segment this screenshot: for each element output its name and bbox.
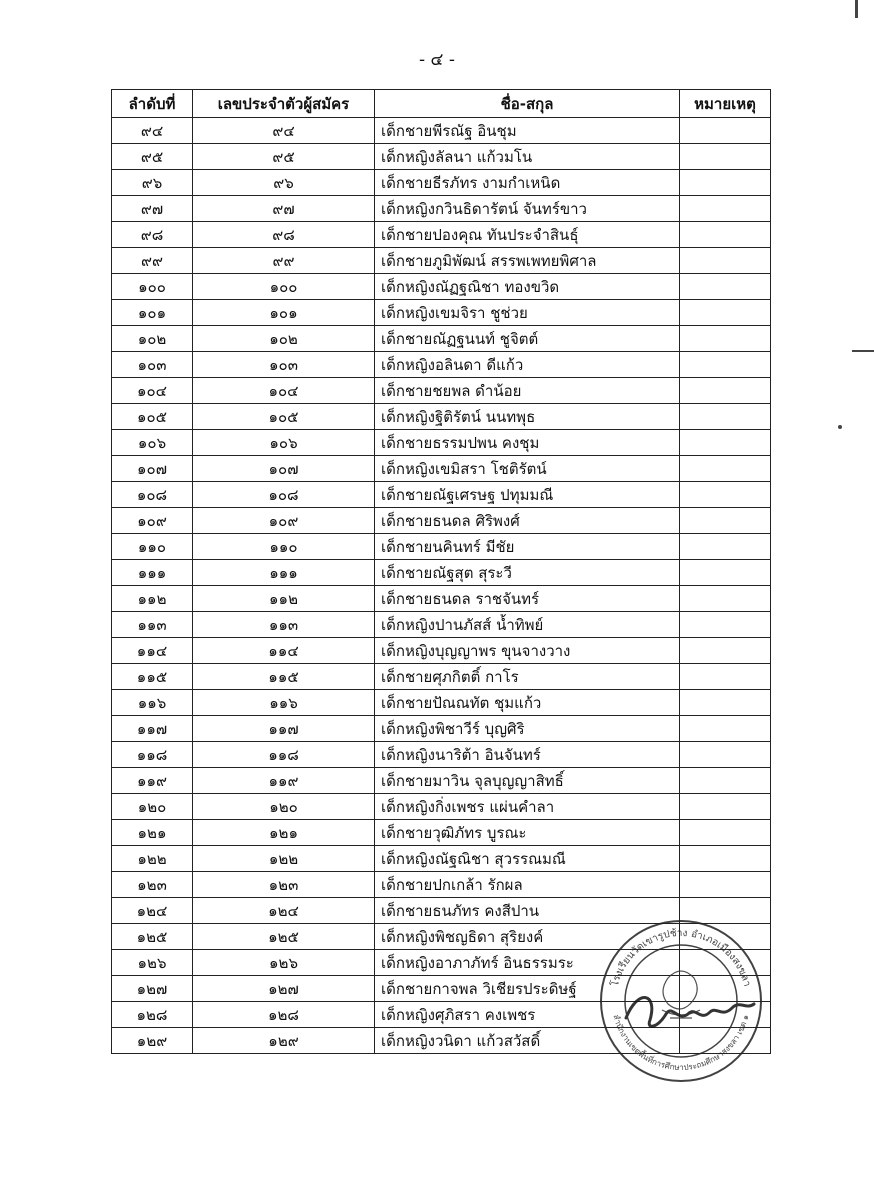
remarks-cell	[680, 118, 771, 144]
order-no-cell: ๑๑๒	[112, 586, 193, 612]
order-no-cell: ๑๐๓	[112, 352, 193, 378]
scan-edge-mark	[855, 0, 858, 18]
order-no-cell: ๑๐๒	[112, 326, 193, 352]
table-row	[112, 144, 771, 170]
full-name-cell: เด็กชายมาวิน จุลบุญญาสิทธิ์	[375, 768, 680, 794]
full-name-cell: เด็กชายณัฏฐนนท์ ชูจิตต์	[375, 326, 680, 352]
table-row	[112, 820, 771, 846]
applicant-id-cell: ๑๒๕	[193, 924, 375, 950]
applicant-id-cell: ๑๑๓	[193, 612, 375, 638]
full-name-cell: เด็กหญิงพิชาวีร์ บุญศิริ	[375, 716, 680, 742]
applicant-id-cell: ๑๑๑	[193, 560, 375, 586]
applicant-id-cell: ๑๐๖	[193, 430, 375, 456]
remarks-cell	[680, 664, 771, 690]
table-row	[112, 118, 771, 144]
remarks-cell	[680, 378, 771, 404]
table-row	[112, 196, 771, 222]
full-name-cell: เด็กชายปัณณทัต ชุมแก้ว	[375, 690, 680, 716]
applicant-id-cell: ๙๗	[193, 196, 375, 222]
applicant-id-cell: ๑๐๙	[193, 508, 375, 534]
order-no-cell: ๑๑๕	[112, 664, 193, 690]
applicant-id-cell: ๙๕	[193, 144, 375, 170]
table-row	[112, 742, 771, 768]
table-row	[112, 612, 771, 638]
full-name-cell: เด็กชายศุภกิตติ์ กาโร	[375, 664, 680, 690]
order-no-cell: ๑๑๙	[112, 768, 193, 794]
remarks-cell	[680, 560, 771, 586]
order-no-cell: ๙๗	[112, 196, 193, 222]
remarks-cell	[680, 768, 771, 794]
table-row	[112, 560, 771, 586]
applicant-id-cell: ๑๒๗	[193, 976, 375, 1002]
table-header	[112, 90, 771, 118]
remarks-cell	[680, 638, 771, 664]
order-no-cell: ๑๐๘	[112, 482, 193, 508]
order-no-cell: ๙๔	[112, 118, 193, 144]
order-no-cell: ๑๑๖	[112, 690, 193, 716]
header-row	[112, 90, 771, 118]
remarks-cell	[680, 170, 771, 196]
applicant-id-cell: ๑๑๘	[193, 742, 375, 768]
scan-dot	[838, 425, 842, 429]
applicant-id-cell: ๑๑๐	[193, 534, 375, 560]
order-no-cell: ๑๐๗	[112, 456, 193, 482]
applicant-id-cell: ๑๐๔	[193, 378, 375, 404]
table-row	[112, 534, 771, 560]
full-name-cell: เด็กชายพีรณัฐ อินชุม	[375, 118, 680, 144]
applicant-id-cell: ๑๐๗	[193, 456, 375, 482]
seal-bottom-text: สำนักงานเขตพื้นที่การศึกษาประถมศึกษาสงขลา เขต ๑	[611, 1013, 751, 1073]
full-name-cell: เด็กหญิงลัลนา แก้วมโน	[375, 144, 680, 170]
remarks-cell	[680, 430, 771, 456]
applicant-id-cell: ๑๑๒	[193, 586, 375, 612]
applicant-id-cell: ๙๖	[193, 170, 375, 196]
remarks-cell	[680, 196, 771, 222]
table-row	[112, 690, 771, 716]
order-no-cell: ๑๒๘	[112, 1002, 193, 1028]
remarks-cell	[680, 742, 771, 768]
full-name-cell: เด็กชายธนดล ศิริพงศ์	[375, 508, 680, 534]
full-name-cell: เด็กชายชยพล ดำน้อย	[375, 378, 680, 404]
applicant-id-cell: ๑๒๓	[193, 872, 375, 898]
full-name-cell: เด็กชายธรรมปพน คงชุม	[375, 430, 680, 456]
applicant-id-cell: ๑๐๘	[193, 482, 375, 508]
remarks-cell	[680, 326, 771, 352]
table-row	[112, 248, 771, 274]
applicant-id-cell: ๑๐๕	[193, 404, 375, 430]
remarks-cell	[680, 612, 771, 638]
table-row	[112, 274, 771, 300]
full-name-cell: เด็กหญิงศุภิสรา คงเพชร	[375, 1002, 680, 1028]
table-body	[112, 118, 771, 1054]
order-no-cell: ๙๕	[112, 144, 193, 170]
remarks-cell	[680, 534, 771, 560]
order-no-cell: ๑๒๙	[112, 1028, 193, 1054]
full-name-cell: เด็กหญิงกิ่งเพชร แผ่นคำลา	[375, 794, 680, 820]
order-no-cell: ๑๑๐	[112, 534, 193, 560]
table-row	[112, 664, 771, 690]
table-row	[112, 352, 771, 378]
header-order-no: ลำดับที่	[112, 90, 193, 118]
remarks-cell	[680, 716, 771, 742]
header-full-name: ชื่อ-สกุล	[375, 90, 680, 118]
order-no-cell: ๑๐๖	[112, 430, 193, 456]
full-name-cell: เด็กชายธนดล ราชจันทร์	[375, 586, 680, 612]
table-row	[112, 378, 771, 404]
applicant-id-cell: ๑๐๓	[193, 352, 375, 378]
applicant-id-cell: ๑๒๖	[193, 950, 375, 976]
order-no-cell: ๑๒๑	[112, 820, 193, 846]
order-no-cell: ๑๒๓	[112, 872, 193, 898]
applicant-id-cell: ๑๒๒	[193, 846, 375, 872]
applicant-id-cell: ๑๒๐	[193, 794, 375, 820]
applicant-id-cell: ๑๒๔	[193, 898, 375, 924]
table-row	[112, 170, 771, 196]
applicant-id-cell: ๙๙	[193, 248, 375, 274]
full-name-cell: เด็กชายปองคุณ ทันประจำสินธุ์	[375, 222, 680, 248]
order-no-cell: ๑๑๓	[112, 612, 193, 638]
applicant-id-cell: ๑๑๗	[193, 716, 375, 742]
full-name-cell: เด็กชายภูมิพัฒน์ สรรพเพทยพิศาล	[375, 248, 680, 274]
full-name-cell: เด็กหญิงบุญญาพร ขุนจางวาง	[375, 638, 680, 664]
applicant-id-cell: ๙๔	[193, 118, 375, 144]
full-name-cell: เด็กหญิงณัฏฐณิชา ทองขวิด	[375, 274, 680, 300]
table-row	[112, 586, 771, 612]
header-applicant-id: เลขประจำตัวผู้สมัคร	[193, 90, 375, 118]
full-name-cell: เด็กหญิงเขมจิรา ชูช่วย	[375, 300, 680, 326]
order-no-cell: ๑๑๘	[112, 742, 193, 768]
applicant-id-cell: ๑๐๒	[193, 326, 375, 352]
table-row	[112, 222, 771, 248]
full-name-cell: เด็กชายธนภัทร คงสีปาน	[375, 898, 680, 924]
order-no-cell: ๑๑๗	[112, 716, 193, 742]
applicant-id-cell: ๑๒๑	[193, 820, 375, 846]
table-row	[112, 456, 771, 482]
order-no-cell: ๑๒๒	[112, 846, 193, 872]
remarks-cell	[680, 586, 771, 612]
full-name-cell: เด็กชายกาจพล วิเชียรประดิษฐ์	[375, 976, 680, 1002]
remarks-cell	[680, 352, 771, 378]
remarks-cell	[680, 846, 771, 872]
remarks-cell	[680, 248, 771, 274]
remarks-cell	[680, 144, 771, 170]
table-row	[112, 872, 771, 898]
applicant-id-cell: ๑๑๕	[193, 664, 375, 690]
table-row	[112, 482, 771, 508]
remarks-cell	[680, 690, 771, 716]
order-no-cell: ๑๒๕	[112, 924, 193, 950]
table-row	[112, 508, 771, 534]
order-no-cell: ๑๒๔	[112, 898, 193, 924]
order-no-cell: ๑๒๗	[112, 976, 193, 1002]
full-name-cell: เด็กหญิงพิชญธิดา สุริยงค์	[375, 924, 680, 950]
order-no-cell: ๙๙	[112, 248, 193, 274]
table-row	[112, 300, 771, 326]
applicant-id-cell: ๑๒๘	[193, 1002, 375, 1028]
seal-top-text: โรงเรียนวัดเขารูปช้าง อำเภอเมืองสงขลา	[609, 927, 753, 988]
signature-icon	[626, 998, 754, 1027]
full-name-cell: เด็กชายวุฒิภัทร บูรณะ	[375, 820, 680, 846]
remarks-cell	[680, 222, 771, 248]
full-name-cell: เด็กหญิงนาริต้า อินจันทร์	[375, 742, 680, 768]
full-name-cell: เด็กหญิงฐิติรัตน์ นนทพุธ	[375, 404, 680, 430]
remarks-cell	[680, 508, 771, 534]
applicant-id-cell: ๑๒๙	[193, 1028, 375, 1054]
school-seal-stamp	[598, 918, 764, 1084]
table-row	[112, 326, 771, 352]
full-name-cell: เด็กหญิงเขมิสรา โชติรัตน์	[375, 456, 680, 482]
applicant-table	[111, 89, 771, 1054]
remarks-cell	[680, 820, 771, 846]
full-name-cell: เด็กหญิงวนิดา แก้วสวัสดิ์	[375, 1028, 680, 1054]
applicant-id-cell: ๑๑๔	[193, 638, 375, 664]
full-name-cell: เด็กหญิงอลินดา ดีแก้ว	[375, 352, 680, 378]
full-name-cell: เด็กชายปกเกล้า รักผล	[375, 872, 680, 898]
remarks-cell	[680, 274, 771, 300]
remarks-cell	[680, 456, 771, 482]
table-row	[112, 846, 771, 872]
remarks-cell	[680, 872, 771, 898]
order-no-cell: ๑๐๑	[112, 300, 193, 326]
remarks-cell	[680, 482, 771, 508]
order-no-cell: ๑๐๐	[112, 274, 193, 300]
remarks-cell	[680, 794, 771, 820]
remarks-cell	[680, 300, 771, 326]
applicant-id-cell: ๑๑๙	[193, 768, 375, 794]
order-no-cell: ๑๑๔	[112, 638, 193, 664]
table-row	[112, 638, 771, 664]
full-name-cell: เด็กชายธีรภัทร งามกำเหนิด	[375, 170, 680, 196]
order-no-cell: ๑๑๑	[112, 560, 193, 586]
applicant-id-cell: ๑๐๑	[193, 300, 375, 326]
scan-edge-mark	[852, 350, 874, 352]
table-row	[112, 430, 771, 456]
full-name-cell: เด็กชายณัฐเศรษฐ ปทุมมณี	[375, 482, 680, 508]
full-name-cell: เด็กชายณัฐสุต สุระวี	[375, 560, 680, 586]
table-row	[112, 794, 771, 820]
page-number: - ๔ -	[419, 50, 455, 70]
remarks-cell	[680, 404, 771, 430]
order-no-cell: ๑๒๐	[112, 794, 193, 820]
order-no-cell: ๑๒๖	[112, 950, 193, 976]
full-name-cell: เด็กหญิงกวินธิดารัตน์ จันทร์ขาว	[375, 196, 680, 222]
full-name-cell: เด็กหญิงอาภาภัทร์ อินธรรมระ	[375, 950, 680, 976]
order-no-cell: ๙๘	[112, 222, 193, 248]
table-row	[112, 716, 771, 742]
applicant-id-cell: ๑๐๐	[193, 274, 375, 300]
table-row	[112, 768, 771, 794]
table-row	[112, 404, 771, 430]
order-no-cell: ๑๐๔	[112, 378, 193, 404]
full-name-cell: เด็กหญิงณัฐณิชา สุวรรณมณี	[375, 846, 680, 872]
full-name-cell: เด็กหญิงปานภัสส์ น้ำทิพย์	[375, 612, 680, 638]
header-remarks: หมายเหตุ	[680, 90, 771, 118]
order-no-cell: ๙๖	[112, 170, 193, 196]
applicant-id-cell: ๙๘	[193, 222, 375, 248]
full-name-cell: เด็กชายนคินทร์ มีชัย	[375, 534, 680, 560]
applicant-id-cell: ๑๑๖	[193, 690, 375, 716]
order-no-cell: ๑๐๙	[112, 508, 193, 534]
order-no-cell: ๑๐๕	[112, 404, 193, 430]
